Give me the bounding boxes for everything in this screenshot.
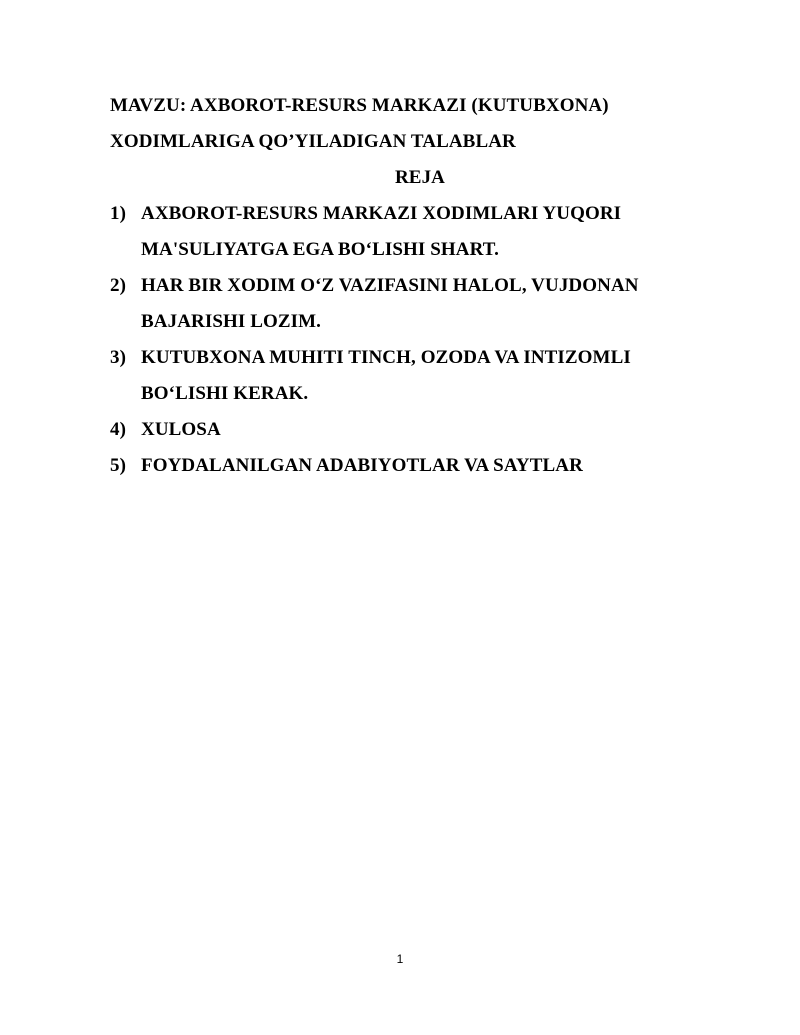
- plan-item-text: [141, 196, 710, 268]
- plan-item-line: HAR BIR XODIM O‘Z VAZIFASINI HALOL, VUJDONAN: [141, 275, 639, 296]
- plan-item-line: XULOSA: [141, 419, 221, 440]
- plan-item-line: KUTUBXONA MUHITI TINCH, OZODA VA INTIZOMLI: [141, 347, 631, 368]
- plan-item-number: 3): [110, 347, 127, 368]
- plan-heading: REJA: [394, 167, 445, 188]
- document-title-line-1: MAVZU: AXBOROT-RESURS MARKAZI (KUTUBXONA): [110, 95, 609, 116]
- plan-item-text: [141, 448, 710, 484]
- plan-item-line: BAJARISHI LOZIM.: [141, 311, 322, 332]
- plan-item-number: 4): [110, 419, 127, 440]
- plan-item-line: BO‘LISHI KERAK.: [141, 383, 309, 404]
- plan-item-text: [141, 412, 710, 448]
- plan-item-5: [110, 448, 710, 484]
- plan-item-text: [141, 268, 710, 340]
- plan-item-2: [110, 268, 710, 340]
- plan-item-3: [110, 340, 710, 412]
- plan-item-line: FOYDALANILGAN ADABIYOTLAR VA SAYTLAR: [141, 455, 583, 476]
- page-number: 1: [396, 952, 404, 966]
- plan-list: [110, 196, 710, 484]
- plan-item-1: [110, 196, 710, 268]
- document-title-line-2: XODIMLARIGA QO’YILADIGAN TALABLAR: [110, 131, 516, 152]
- plan-item-number: 1): [110, 203, 127, 224]
- plan-item-number: 2): [110, 275, 127, 296]
- document-content: [110, 88, 710, 484]
- plan-item-text: [141, 340, 710, 412]
- plan-item-number: 5): [110, 455, 127, 476]
- plan-item-line: AXBOROT-RESURS MARKAZI XODIMLARI YUQORI: [141, 203, 622, 224]
- plan-item-line: MA'SULIYATGA EGA BO‘LISHI SHART.: [141, 239, 499, 260]
- plan-item-4: [110, 412, 710, 448]
